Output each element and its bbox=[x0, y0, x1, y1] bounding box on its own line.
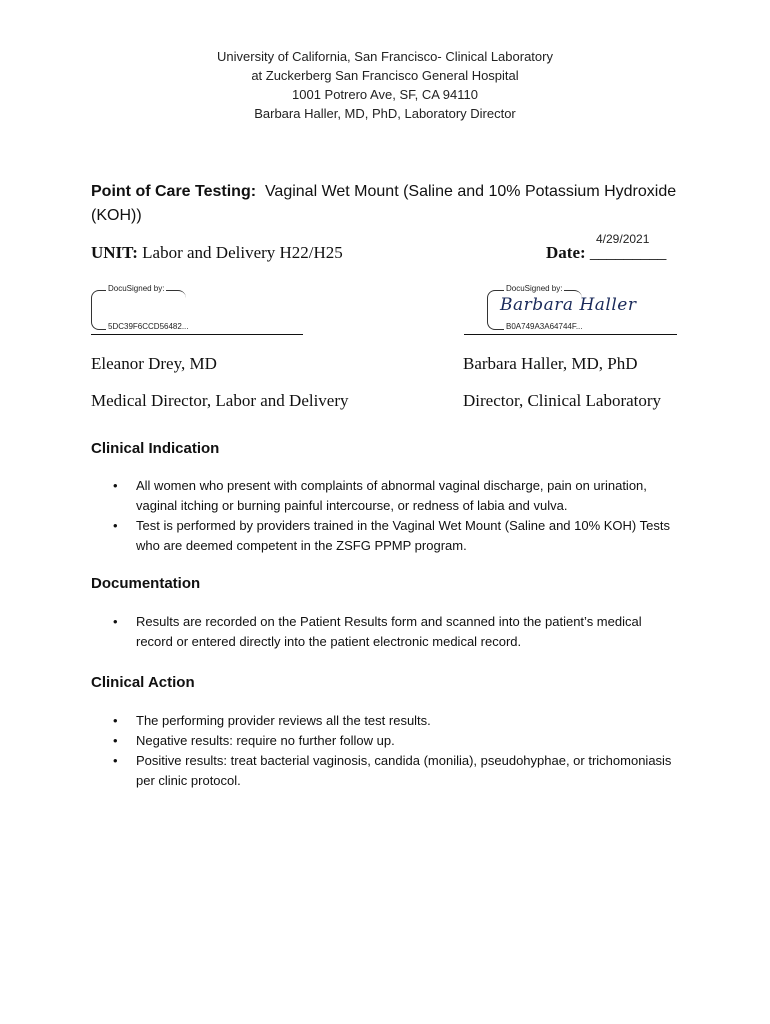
left-signature-line bbox=[91, 334, 303, 335]
list-item-text: Negative results: require no further follow up. bbox=[136, 733, 395, 748]
header-line-hospital: at Zuckerberg San Francisco General Hospital bbox=[251, 68, 519, 83]
left-signer-role: Medical Director, Labor and Delivery bbox=[91, 391, 349, 410]
header-line-institution: University of California, San Francisco- Clinical Laboratory bbox=[217, 49, 553, 64]
unit-value: Labor and Delivery H22/H25 bbox=[142, 243, 343, 262]
right-signer-role: Director, Clinical Laboratory bbox=[463, 391, 662, 410]
section-heading-clinical-action: Clinical Action bbox=[91, 674, 195, 691]
documentation-list bbox=[0, 612, 678, 652]
title-label: Point of Care Testing: bbox=[91, 183, 257, 200]
document-header bbox=[0, 47, 770, 123]
left-signer-name: Eleanor Drey, MD bbox=[91, 354, 217, 373]
list-item-text: Test is performed by providers trained in the Vaginal Wet Mount (Saline and 10% KOH) Tests who are deemed competent in the ZSFG PPMP program. bbox=[136, 518, 670, 553]
title-text: Vaginal Wet Mount (Saline and 10% Potassium Hydroxide (KOH)) bbox=[91, 183, 677, 224]
section-heading-documentation: Documentation bbox=[91, 575, 201, 592]
header-line-director: Barbara Haller, MD, PhD, Laboratory Director bbox=[254, 106, 516, 121]
unit-line bbox=[91, 243, 343, 263]
list-item-text: Results are recorded on the Patient Results form and scanned into the patient’s medical record or entered directly into the patient electronic medical record. bbox=[136, 614, 642, 649]
list-item: • Test is performed by providers trained in the Vaginal Wet Mount (Saline and 10% KOH) Tests who are deemed competent in the ZSFG PPMP program. bbox=[113, 518, 670, 553]
left-docusigned-label: DocuSigned by: bbox=[108, 284, 165, 293]
section-heading-clinical-indication: Clinical Indication bbox=[91, 440, 220, 457]
right-docusigned-label: DocuSigned by: bbox=[506, 284, 563, 293]
left-envelope-id: 5DC39F6CCD56482... bbox=[108, 322, 189, 331]
right-handwritten-signature: Barbara Haller bbox=[500, 295, 637, 315]
date-blank: _________ bbox=[589, 243, 667, 262]
list-item: • All women who present with complaints of abnormal vaginal discharge, pain on urination, vaginal itching or burning painful intercourse, or redness of labia and vulva. bbox=[113, 478, 647, 513]
unit-label: UNIT: bbox=[91, 243, 138, 262]
list-item-text: Positive results: treat bacterial vaginosis, candida (monilia), pseudohyphae, or trichomoniasis per clinic protocol. bbox=[136, 753, 672, 788]
list-item-text: All women who present with complaints of abnormal vaginal discharge, pain on urination, vaginal itching or burning painful intercourse, or redness of labia and vulva. bbox=[136, 478, 647, 513]
clinical-indication-list bbox=[0, 476, 678, 556]
list-item: • Results are recorded on the Patient Results form and scanned into the patient’s medical record or entered directly into the patient electronic medical record. bbox=[113, 614, 642, 649]
header-line-address: 1001 Potrero Ave, SF, CA 94110 bbox=[292, 87, 478, 102]
document-title bbox=[91, 180, 691, 228]
date-label: Date: bbox=[546, 243, 586, 262]
right-signature-line bbox=[464, 334, 677, 335]
date-line bbox=[546, 243, 666, 263]
date-value: 4/29/2021 bbox=[596, 232, 650, 246]
list-item-text: The performing provider reviews all the test results. bbox=[136, 713, 431, 728]
list-item: • Positive results: treat bacterial vaginosis, candida (monilia), pseudohyphae, or trichomoniasis per clinic protocol. bbox=[113, 753, 672, 788]
right-envelope-id: B0A749A3A64744F... bbox=[506, 322, 583, 331]
list-item: • Negative results: require no further follow up. bbox=[113, 733, 395, 748]
list-item: • The performing provider reviews all the test results. bbox=[113, 713, 431, 728]
right-signer-name: Barbara Haller, MD, PhD bbox=[463, 354, 638, 373]
clinical-action-list bbox=[0, 711, 678, 791]
